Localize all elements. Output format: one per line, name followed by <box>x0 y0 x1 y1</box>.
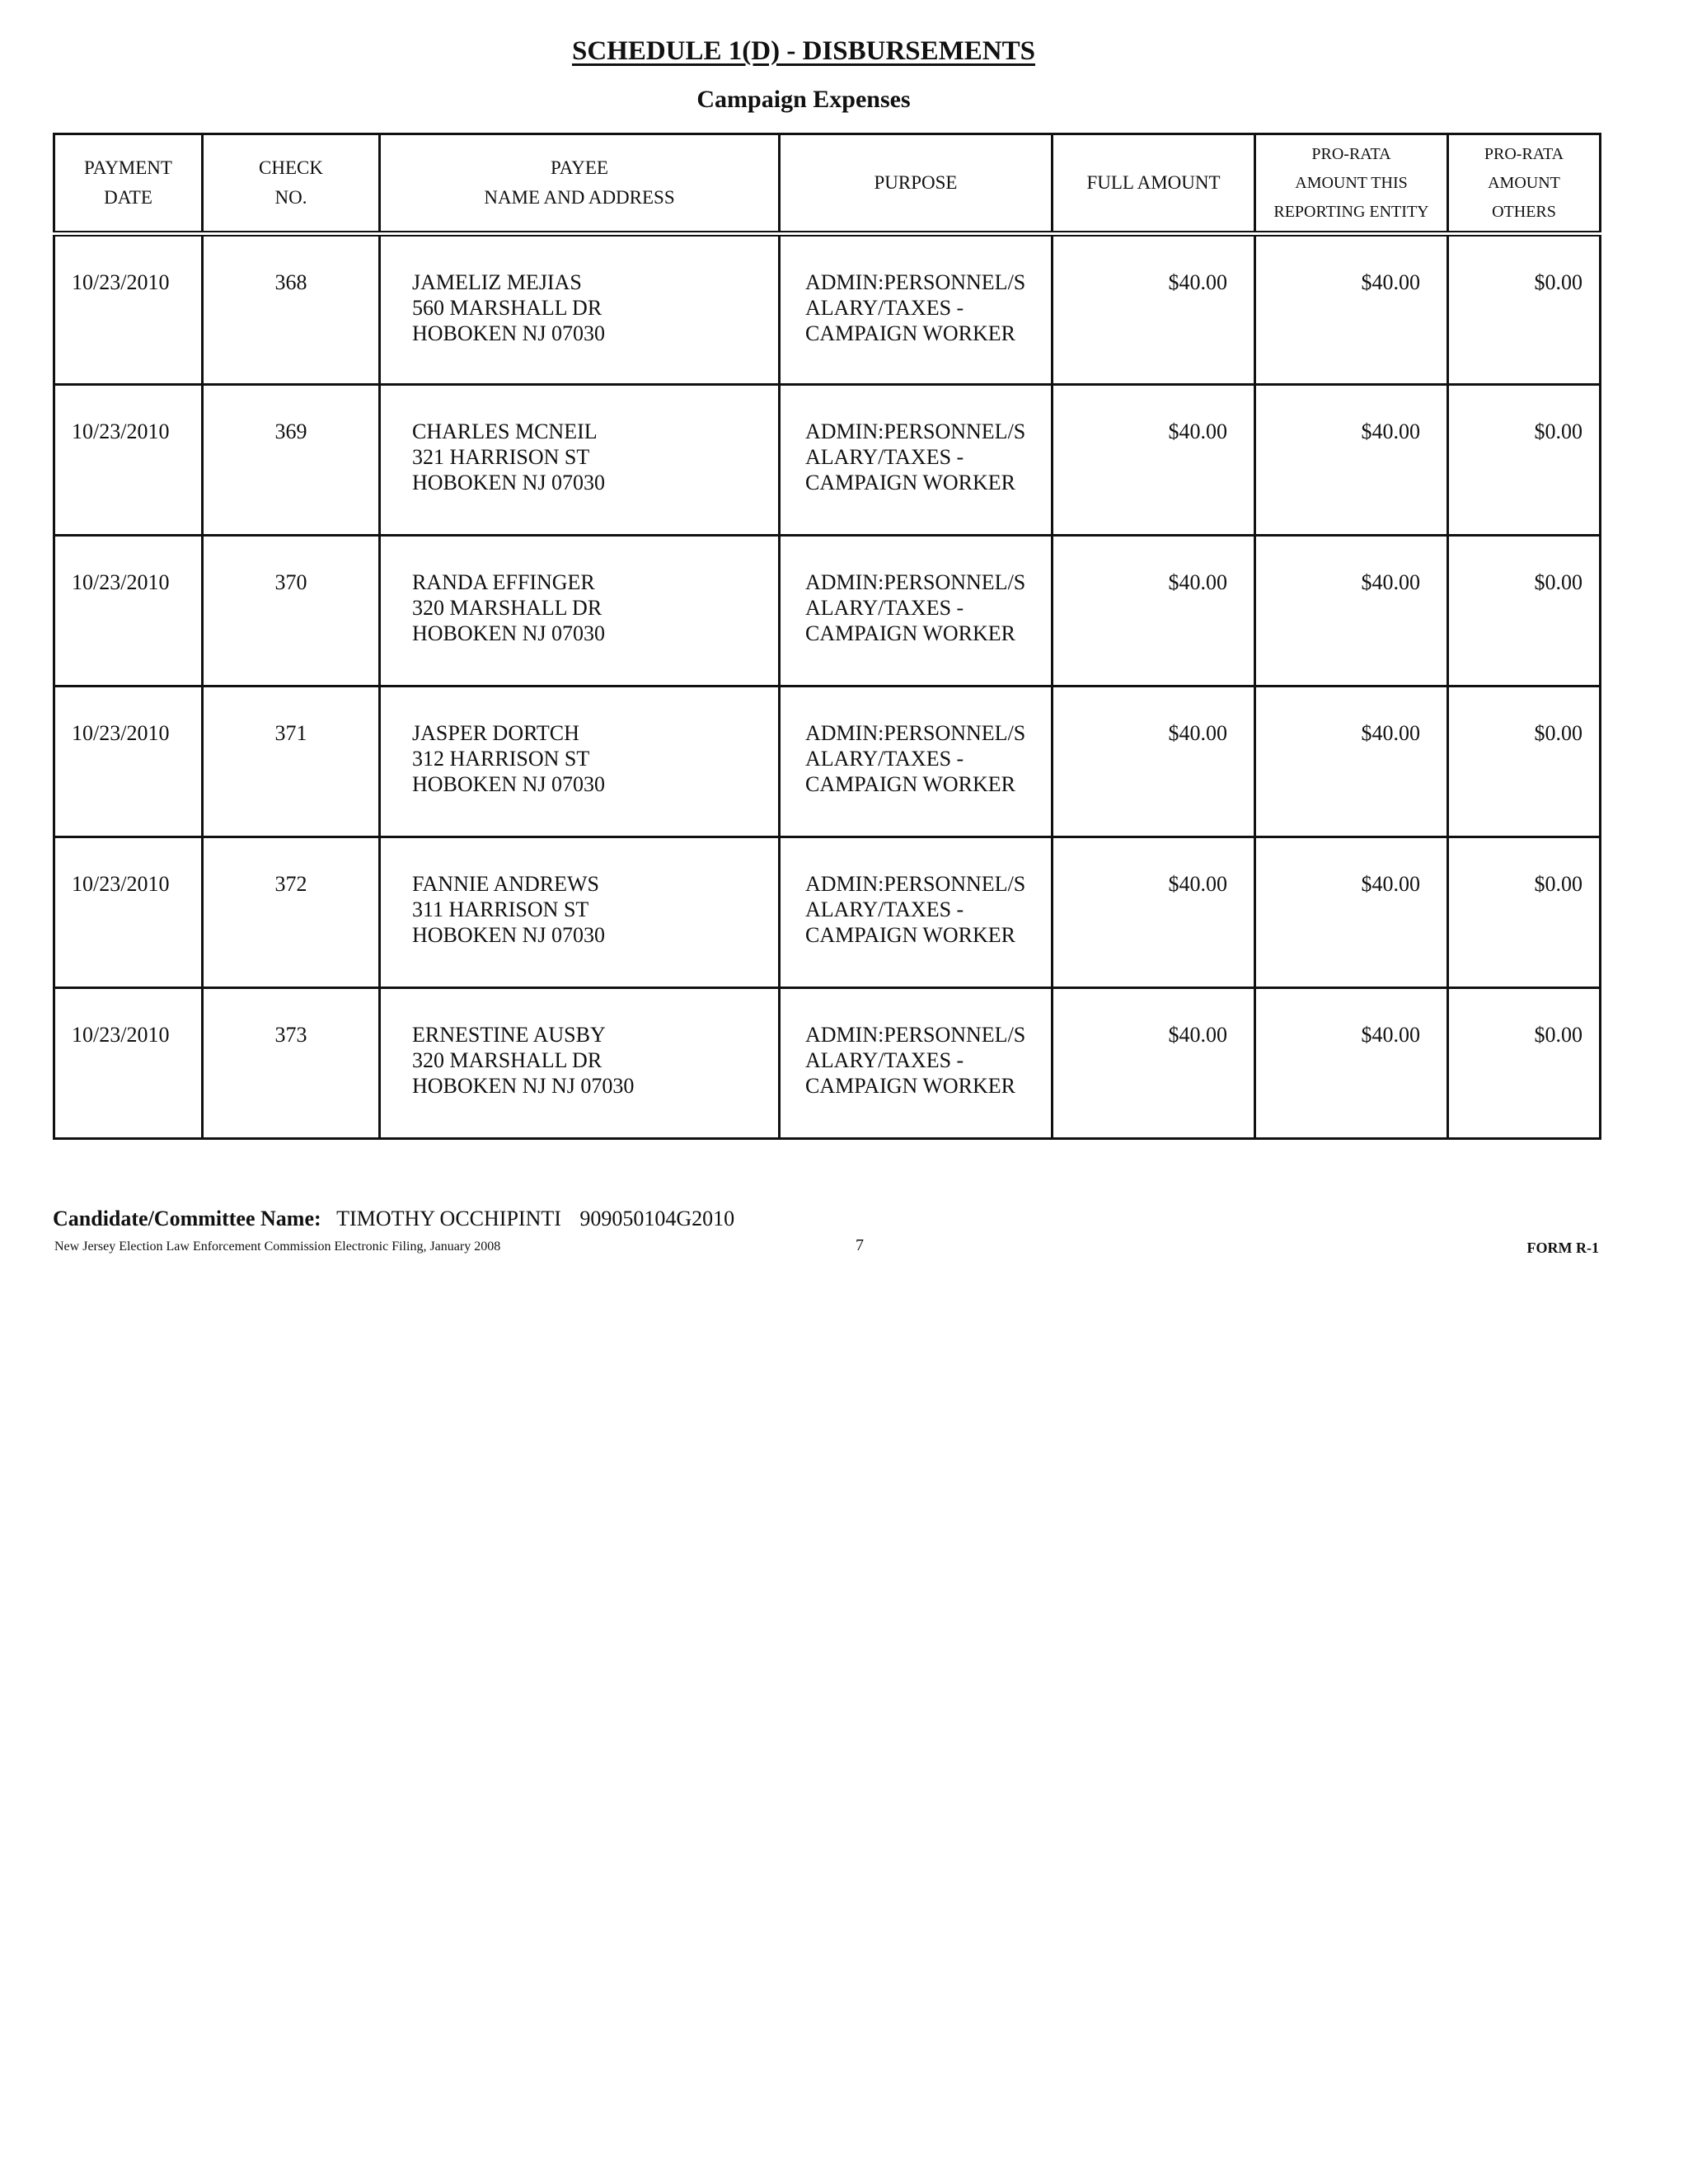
prorata-this-cell: $40.00 <box>1255 234 1448 385</box>
payee-cell <box>380 687 780 837</box>
payment-date-cell: 10/23/2010 <box>54 385 203 536</box>
payee-name: JAMELIZ MEJIAS <box>412 270 582 294</box>
check-no-cell: 373 <box>203 988 380 1139</box>
payee-city: HOBOKEN NJ 07030 <box>412 471 605 494</box>
payment-date-cell: 10/23/2010 <box>54 988 203 1139</box>
check-no-cell: 369 <box>203 385 380 536</box>
payee-street: 320 MARSHALL DR <box>412 596 603 620</box>
payee-city: HOBOKEN NJ 07030 <box>412 923 605 947</box>
prorata-others-cell: $0.00 <box>1448 988 1601 1139</box>
payee-city: HOBOKEN NJ NJ 07030 <box>412 1074 635 1098</box>
payee-city: HOBOKEN NJ 07030 <box>412 772 605 796</box>
full-amount-cell: $40.00 <box>1053 687 1255 837</box>
full-amount-cell: $40.00 <box>1053 234 1255 385</box>
prorata-others-cell: $0.00 <box>1448 687 1601 837</box>
col-header-full-amount: FULL AMOUNT <box>1053 134 1255 234</box>
payee-cell <box>380 988 780 1139</box>
full-amount-cell: $40.00 <box>1053 385 1255 536</box>
table-row <box>54 988 1601 1139</box>
payee-street: 320 MARSHALL DR <box>412 1048 603 1072</box>
payee-name: FANNIE ANDREWS <box>412 872 600 896</box>
prorata-others-cell: $0.00 <box>1448 385 1601 536</box>
payee-name: RANDA EFFINGER <box>412 570 595 594</box>
table-row <box>54 536 1601 687</box>
purpose-cell: ADMIN:PERSONNEL/S ALARY/TAXES - CAMPAIGN WORKER <box>780 234 1053 385</box>
col-header-prorata-this: PRO-RATA AMOUNT THIS REPORTING ENTITY <box>1255 134 1448 234</box>
committee-id: 909050104G2010 <box>579 1207 735 1230</box>
prorata-this-cell: $40.00 <box>1255 687 1448 837</box>
payment-date-cell: 10/23/2010 <box>54 234 203 385</box>
payee-city: HOBOKEN NJ 07030 <box>412 621 605 645</box>
prorata-this-cell: $40.00 <box>1255 536 1448 687</box>
purpose-cell: ADMIN:PERSONNEL/S ALARY/TAXES - CAMPAIGN WORKER <box>780 687 1053 837</box>
prorata-this-cell: $40.00 <box>1255 837 1448 988</box>
purpose-cell: ADMIN:PERSONNEL/S ALARY/TAXES - CAMPAIGN WORKER <box>780 988 1053 1139</box>
check-no-cell: 371 <box>203 687 380 837</box>
payee-city: HOBOKEN NJ 07030 <box>412 321 605 345</box>
purpose-cell: ADMIN:PERSONNEL/S ALARY/TAXES - CAMPAIGN WORKER <box>780 385 1053 536</box>
disbursements-table-wrap <box>53 133 1599 1140</box>
prorata-this-cell: $40.00 <box>1255 988 1448 1139</box>
payee-cell <box>380 536 780 687</box>
payee-cell <box>380 837 780 988</box>
prorata-others-cell: $0.00 <box>1448 837 1601 988</box>
check-no-cell: 370 <box>203 536 380 687</box>
col-header-payee: PAYEE NAME AND ADDRESS <box>380 134 780 234</box>
footer-filing-note: New Jersey Election Law Enforcement Commission Electronic Filing, January 2008 <box>54 1240 501 1254</box>
col-header-purpose: PURPOSE <box>780 134 1053 234</box>
check-no-cell: 368 <box>203 234 380 385</box>
payee-cell <box>380 385 780 536</box>
purpose-cell: ADMIN:PERSONNEL/S ALARY/TAXES - CAMPAIGN WORKER <box>780 837 1053 988</box>
purpose-cell: ADMIN:PERSONNEL/S ALARY/TAXES - CAMPAIGN WORKER <box>780 536 1053 687</box>
col-header-payment-date: PAYMENT DATE <box>54 134 203 234</box>
payee-cell <box>380 234 780 385</box>
prorata-this-cell: $40.00 <box>1255 385 1448 536</box>
payee-name: JASPER DORTCH <box>412 721 579 745</box>
disbursements-table <box>53 133 1601 1140</box>
schedule-title: SCHEDULE 1(D) - DISBURSEMENTS <box>571 36 1035 66</box>
payee-street: 312 HARRISON ST <box>412 747 590 771</box>
payee-street: 560 MARSHALL DR <box>412 296 603 320</box>
payment-date-cell: 10/23/2010 <box>54 687 203 837</box>
full-amount-cell: $40.00 <box>1053 837 1255 988</box>
prorata-others-cell: $0.00 <box>1448 234 1601 385</box>
table-row <box>54 837 1601 988</box>
col-header-check-no: CHECK NO. <box>203 134 380 234</box>
table-row <box>54 385 1601 536</box>
page-number: 7 <box>856 1236 864 1254</box>
table-header-row <box>54 134 1601 234</box>
payee-name: CHARLES MCNEIL <box>412 419 598 443</box>
full-amount-cell: $40.00 <box>1053 536 1255 687</box>
payment-date-cell: 10/23/2010 <box>54 536 203 687</box>
prorata-others-cell: $0.00 <box>1448 536 1601 687</box>
payee-street: 321 HARRISON ST <box>412 445 590 469</box>
payment-date-cell: 10/23/2010 <box>54 837 203 988</box>
table-row <box>54 234 1601 385</box>
payee-street: 311 HARRISON ST <box>412 898 589 921</box>
payee-name: ERNESTINE AUSBY <box>412 1023 606 1047</box>
full-amount-cell: $40.00 <box>1053 988 1255 1139</box>
table-row <box>54 687 1601 837</box>
committee-label: Candidate/Committee Name: <box>53 1207 321 1230</box>
committee-name-line <box>53 1207 734 1231</box>
col-header-prorata-others: PRO-RATA AMOUNT OTHERS <box>1448 134 1601 234</box>
committee-name: TIMOTHY OCCHIPINTI <box>336 1207 561 1230</box>
schedule-subtitle: Campaign Expenses <box>696 86 911 113</box>
check-no-cell: 372 <box>203 837 380 988</box>
form-id: FORM R-1 <box>1526 1240 1599 1256</box>
